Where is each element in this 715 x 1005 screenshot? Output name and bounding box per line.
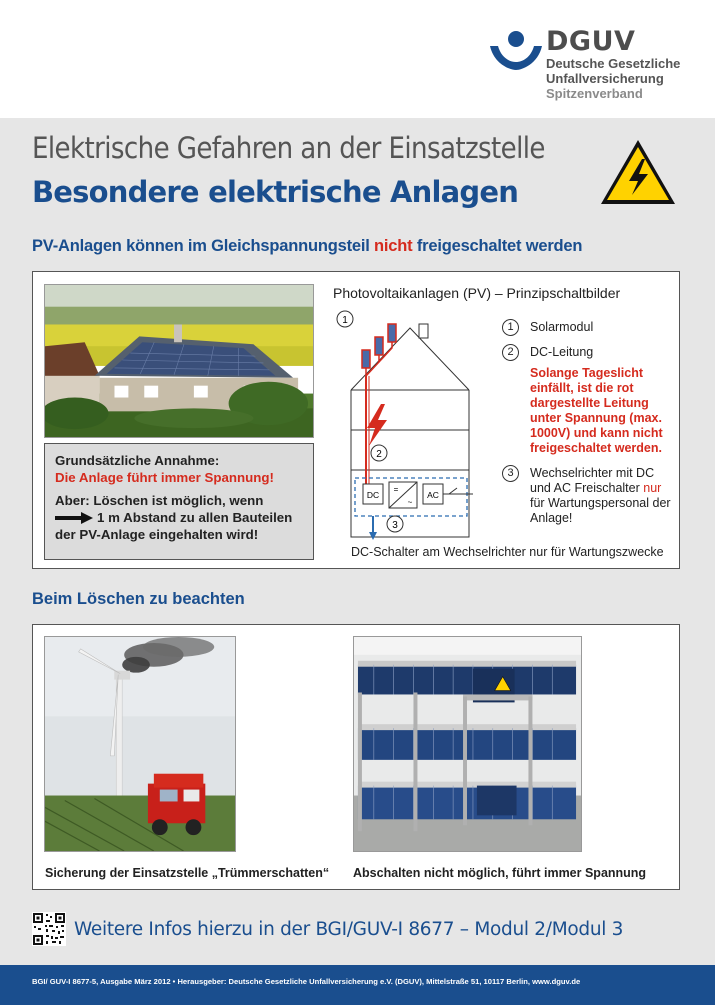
assumption-line-2: Die Anlage führt immer Spannung!: [55, 470, 274, 485]
legend-item-solarmodul: [502, 320, 677, 335]
legend-text-2: DC-Leitung: [530, 345, 594, 359]
section-loeschen-heading: Beim Löschen zu beachten: [32, 590, 245, 608]
pv-legend: [502, 320, 677, 536]
more-info-text: Weitere Infos hierzu in der BGI/GUV-I 8677 – Modul 2/Modul 3: [74, 919, 624, 940]
pv-schematic-diagram: [333, 310, 483, 542]
schema-num-1: 1: [342, 315, 348, 326]
logo-line-1: Deutsche Gesetzliche: [546, 56, 681, 71]
section-pv-heading-part2: freigeschaltet werden: [412, 237, 583, 255]
assumption-line-3: Aber: Löschen ist möglich, wenn: [55, 493, 264, 508]
schema-tilde-label: ~: [407, 498, 413, 507]
page-title: Elektrische Gefahren an der Einsatzstelle: [32, 131, 545, 165]
page-subtitle: Besondere elektrische Anlagen: [32, 175, 519, 209]
loeschen-panel: [32, 624, 680, 890]
section-pv-heading-part1: PV-Anlagen können im Gleichspannungsteil: [32, 237, 375, 255]
assumption-box: [44, 443, 314, 560]
wind-turbine-fire-photo: [44, 636, 236, 852]
caption-battery-room: Abschalten nicht möglich, führt immer Spannung: [353, 866, 647, 880]
pv-diagram-title: Photovoltaikanlagen (PV) – Prinzipschaltbilder: [333, 285, 621, 301]
section-pv-heading-highlight: nicht: [374, 237, 413, 255]
assumption-line-5: der PV-Anlage eingehalten wird!: [55, 527, 259, 542]
legend-num-1: 1: [502, 319, 519, 336]
logo-line-3: Spitzenverband: [546, 86, 643, 101]
legend-num-2: 2: [502, 344, 519, 361]
battery-rows: [358, 661, 576, 820]
legend-text-3b: nur: [643, 481, 662, 495]
logo-line-2: Unfallversicherung: [546, 71, 664, 86]
dc-switch-note: DC-Schalter am Wechselrichter nur für Wartungszwecke: [351, 545, 664, 559]
schema-num-3: 3: [392, 520, 398, 531]
caption-wind-turbine: Sicherung der Einsatzstelle „Trümmerschatten“: [45, 866, 330, 880]
pv-house-photo: [44, 284, 314, 438]
high-voltage-warning-icon: [598, 137, 678, 207]
legend-item-dc-leitung: [502, 345, 677, 360]
schema-ac-label: AC: [427, 490, 439, 500]
header: [0, 0, 715, 118]
dguv-logo-mark-icon: [490, 30, 542, 70]
dguv-logo[interactable]: [490, 28, 705, 108]
legend-text-3c: für Wartungspersonal der Anlage!: [530, 496, 671, 525]
lightning-icon: [367, 404, 387, 446]
footer-bar: [0, 965, 715, 1005]
schema-eq-label: =: [393, 485, 399, 494]
qr-code-icon[interactable]: [32, 912, 66, 946]
section-pv-heading: [32, 237, 582, 256]
legend-text-1: Solarmodul: [530, 320, 594, 334]
assumption-line-1: Grundsätzliche Annahme:: [55, 453, 220, 468]
schema-dc-label: DC: [366, 490, 380, 500]
pv-panel: [32, 271, 680, 569]
arrow-right-icon: [55, 512, 93, 524]
legend-red-note: Solange Tageslicht einfällt, ist die rot dargestellte Leitung unter Spannung (max. 1000V) und kann nicht freigeschaltet werden.: [530, 366, 663, 455]
legend-num-3: 3: [502, 465, 519, 482]
assumption-line-4: 1 m Abstand zu allen Bauteilen: [97, 510, 293, 525]
schema-num-2: 2: [376, 449, 382, 460]
battery-room-photo: [353, 636, 582, 852]
legend-item-wechselrichter: [502, 466, 677, 526]
legend-text-3a: Wechselrichter mit DC und AC Freischalter: [530, 466, 655, 495]
footer-text: BGI/ GUV-I 8677-5, Ausgabe März 2012 • Herausgeber: Deutsche Gesetzliche Unfallversicherung e.V. (DGUV), Mittelstraße 51, 10117 Berlin, www.dguv.de: [32, 977, 581, 986]
logo-title: DGUV: [546, 26, 636, 57]
